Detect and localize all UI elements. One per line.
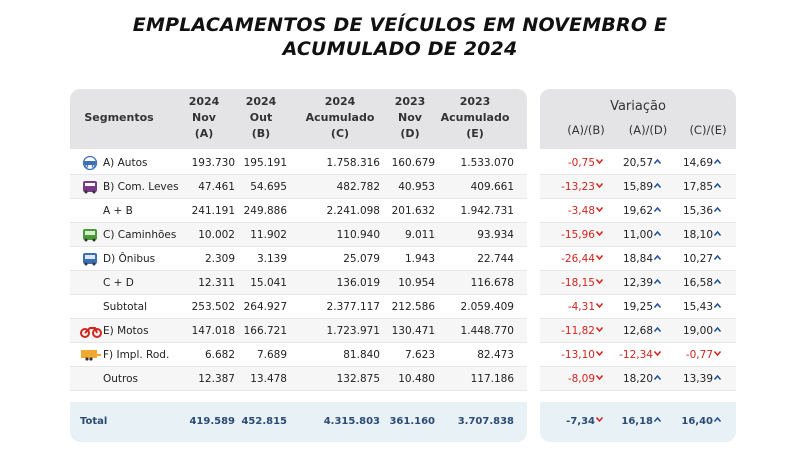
page-title-line-1: EMPLACAMENTOS DE VEÍCULOS EM NOVEMBRO E bbox=[132, 14, 668, 36]
variation-cell-arrow-down-icon bbox=[596, 178, 602, 183]
value-cell: 1.942.731 bbox=[460, 205, 514, 217]
variation-cell-arrow-up-icon bbox=[714, 226, 720, 231]
value-cell: 81.840 bbox=[343, 349, 380, 361]
variation-header bbox=[540, 89, 736, 149]
variation-cell-value: -4,31 bbox=[567, 301, 595, 313]
variation-cell-arrow-down-icon bbox=[596, 202, 602, 207]
header-col-1-line-2: (B) bbox=[251, 127, 271, 140]
value-cell: 2.309 bbox=[204, 253, 235, 265]
total-variation-arrow-up-icon bbox=[714, 413, 720, 418]
value-cell: 132.875 bbox=[336, 373, 380, 385]
segment-label: C) Caminhões bbox=[103, 229, 177, 241]
value-cell: 482.782 bbox=[336, 181, 380, 193]
variation-cell-value: 18,84 bbox=[622, 253, 653, 265]
value-cell: 6.682 bbox=[204, 349, 235, 361]
total-variation-cell bbox=[672, 415, 720, 429]
variation-cell bbox=[554, 372, 602, 386]
variation-cell-arrow-down-icon bbox=[596, 346, 602, 351]
variation-cell-value: -13,23 bbox=[561, 181, 595, 193]
value-cell: 7.689 bbox=[256, 349, 287, 361]
variation-cell bbox=[612, 348, 660, 362]
row-separator bbox=[540, 390, 736, 391]
variation-cell bbox=[672, 348, 720, 362]
value-cell: 201.632 bbox=[391, 205, 435, 217]
segment-label: D) Ônibus bbox=[103, 253, 156, 265]
header-col-4-line-1: Acumulado bbox=[440, 111, 510, 124]
variation-cell bbox=[672, 300, 720, 314]
variation-cell bbox=[554, 156, 602, 170]
total-variation-value: 16,40 bbox=[681, 416, 713, 427]
variation-cell bbox=[612, 252, 660, 266]
value-cell: 10.480 bbox=[398, 373, 435, 385]
variation-cell-arrow-up-icon bbox=[714, 322, 720, 327]
total-value-cell: 361.160 bbox=[389, 416, 435, 427]
total-variation-value: -7,34 bbox=[566, 416, 595, 427]
variation-cell-arrow-up-icon bbox=[654, 178, 660, 183]
total-value-cell: 3.707.838 bbox=[457, 416, 514, 427]
variation-col-header-2: (C)/(E) bbox=[689, 123, 727, 137]
value-cell: 264.927 bbox=[243, 301, 287, 313]
value-cell: 25.079 bbox=[343, 253, 380, 265]
value-cell: 1.448.770 bbox=[460, 325, 514, 337]
variation-cell-value: -13,10 bbox=[561, 349, 595, 361]
variation-col-header-0: (A)/(B) bbox=[567, 123, 605, 137]
motorcycle-icon bbox=[80, 323, 100, 337]
variation-cell-arrow-up-icon bbox=[714, 370, 720, 375]
variation-cell bbox=[612, 372, 660, 386]
variation-cell-value: 12,68 bbox=[622, 325, 653, 337]
value-cell: 10.002 bbox=[198, 229, 235, 241]
variation-cell-value: 11,00 bbox=[622, 229, 653, 241]
variation-cell-value: 16,58 bbox=[682, 277, 713, 289]
segment-label: Subtotal bbox=[103, 301, 147, 313]
variation-cell-arrow-up-icon bbox=[714, 250, 720, 255]
variation-cell-value: -3,48 bbox=[567, 205, 595, 217]
variation-cell bbox=[612, 300, 660, 314]
variation-cell-value: -11,82 bbox=[561, 325, 595, 337]
variation-cell-arrow-up-icon bbox=[654, 274, 660, 279]
variation-cell bbox=[554, 228, 602, 242]
variation-cell bbox=[672, 204, 720, 218]
variation-cell-value: 13,39 bbox=[682, 373, 713, 385]
header-col-2-line-0: 2024 bbox=[324, 95, 356, 108]
variation-cell-value: 12,39 bbox=[622, 277, 653, 289]
variation-cell-value: -12,34 bbox=[619, 349, 653, 361]
value-cell: 1.723.971 bbox=[326, 325, 380, 337]
variation-cell bbox=[612, 180, 660, 194]
value-cell: 409.661 bbox=[470, 181, 514, 193]
variation-cell-value: -18,15 bbox=[561, 277, 595, 289]
variation-cell-value: 10,27 bbox=[682, 253, 713, 265]
trailer-icon bbox=[80, 347, 100, 361]
variation-cell-arrow-up-icon bbox=[654, 226, 660, 231]
header-col-2-line-1: Acumulado bbox=[305, 111, 375, 124]
variation-cell-value: 15,89 bbox=[622, 181, 653, 193]
variation-cell-arrow-up-icon bbox=[654, 370, 660, 375]
variation-cell bbox=[612, 324, 660, 338]
value-cell: 195.191 bbox=[243, 157, 287, 169]
value-cell: 116.678 bbox=[470, 277, 514, 289]
value-cell: 22.744 bbox=[477, 253, 514, 265]
header-col-0-line-2: (A) bbox=[194, 127, 214, 140]
variation-cell-arrow-down-icon bbox=[596, 154, 602, 159]
value-cell: 160.679 bbox=[391, 157, 435, 169]
value-cell: 15.041 bbox=[250, 277, 287, 289]
variation-cell bbox=[554, 252, 602, 266]
segment-label: Outros bbox=[103, 373, 139, 385]
value-cell: 117.186 bbox=[470, 373, 514, 385]
total-variation-arrow-down-icon bbox=[596, 413, 602, 418]
variation-cell-arrow-down-icon bbox=[596, 322, 602, 327]
value-cell: 110.940 bbox=[336, 229, 380, 241]
variation-cell bbox=[612, 204, 660, 218]
value-cell: 130.471 bbox=[391, 325, 435, 337]
value-cell: 3.139 bbox=[256, 253, 287, 265]
value-cell: 193.730 bbox=[191, 157, 235, 169]
header-col-3-line-2: (D) bbox=[400, 127, 420, 140]
variation-cell-value: -8,09 bbox=[567, 373, 595, 385]
value-cell: 54.695 bbox=[250, 181, 287, 193]
value-cell: 12.311 bbox=[198, 277, 235, 289]
variation-cell-value: 14,69 bbox=[682, 157, 713, 169]
variation-cell-arrow-down-icon bbox=[714, 346, 720, 351]
value-cell: 47.461 bbox=[198, 181, 235, 193]
value-cell: 1.943 bbox=[404, 253, 435, 265]
variation-cell-value: 15,43 bbox=[682, 301, 713, 313]
variation-cell-arrow-up-icon bbox=[714, 154, 720, 159]
value-cell: 2.059.409 bbox=[460, 301, 514, 313]
variation-cell-value: -26,44 bbox=[561, 253, 595, 265]
variation-panel bbox=[540, 89, 736, 442]
total-variation-value: 16,18 bbox=[621, 416, 653, 427]
variation-cell-value: 18,20 bbox=[622, 373, 653, 385]
value-cell: 212.586 bbox=[391, 301, 435, 313]
value-cell: 241.191 bbox=[191, 205, 235, 217]
van-icon bbox=[80, 179, 100, 193]
variation-cell-arrow-up-icon bbox=[654, 298, 660, 303]
variation-cell bbox=[612, 276, 660, 290]
page-title-line-2: ACUMULADO DE 2024 bbox=[282, 38, 518, 60]
segment-label: C + D bbox=[103, 277, 134, 289]
variation-cell-value: 19,00 bbox=[682, 325, 713, 337]
variation-cell bbox=[612, 228, 660, 242]
variation-cell-arrow-up-icon bbox=[654, 154, 660, 159]
variation-cell bbox=[672, 324, 720, 338]
header-col-4-line-0: 2023 bbox=[459, 95, 491, 108]
total-variation-cell bbox=[612, 415, 660, 429]
value-cell: 1.533.070 bbox=[460, 157, 514, 169]
header-col-3-line-1: Nov bbox=[398, 111, 422, 124]
segment-label: B) Com. Leves bbox=[103, 181, 179, 193]
variation-cell-value: -0,77 bbox=[685, 349, 713, 361]
variation-cell-arrow-up-icon bbox=[654, 202, 660, 207]
variation-cell bbox=[672, 228, 720, 242]
value-cell: 40.953 bbox=[398, 181, 435, 193]
value-cell: 147.018 bbox=[191, 325, 235, 337]
variation-col-header-1: (A)/(D) bbox=[628, 123, 668, 137]
variation-cell-arrow-down-icon bbox=[596, 274, 602, 279]
variation-cell bbox=[554, 348, 602, 362]
total-variation-arrow-up-icon bbox=[654, 413, 660, 418]
variation-cell bbox=[612, 156, 660, 170]
variation-cell-value: 20,57 bbox=[622, 157, 653, 169]
value-cell: 13.478 bbox=[250, 373, 287, 385]
variation-cell bbox=[554, 324, 602, 338]
variation-cell bbox=[672, 372, 720, 386]
variation-cell bbox=[672, 252, 720, 266]
segment-label: E) Motos bbox=[103, 325, 149, 337]
value-cell: 7.623 bbox=[404, 349, 435, 361]
variation-cell-arrow-up-icon bbox=[714, 274, 720, 279]
main-table-panel bbox=[70, 89, 527, 442]
total-value-cell: 4.315.803 bbox=[323, 416, 380, 427]
variation-cell-value: 18,10 bbox=[682, 229, 713, 241]
variation-cell-arrow-down-icon bbox=[654, 346, 660, 351]
variation-cell-arrow-down-icon bbox=[596, 250, 602, 255]
variation-cell-value: 17,85 bbox=[682, 181, 713, 193]
header-col-4-line-2: (E) bbox=[466, 127, 484, 140]
value-cell: 136.019 bbox=[336, 277, 380, 289]
header-col-0-line-0: 2024 bbox=[188, 95, 220, 108]
segment-label: A + B bbox=[103, 205, 133, 217]
variation-cell bbox=[672, 276, 720, 290]
variation-cell bbox=[554, 204, 602, 218]
value-cell: 166.721 bbox=[243, 325, 287, 337]
variation-cell bbox=[672, 156, 720, 170]
segment-label: A) Autos bbox=[103, 157, 148, 169]
total-value-cell: 419.589 bbox=[189, 416, 235, 427]
variation-cell-value: 15,36 bbox=[682, 205, 713, 217]
variation-cell-value: 19,25 bbox=[622, 301, 653, 313]
row-separator bbox=[70, 390, 527, 391]
variation-cell bbox=[554, 300, 602, 314]
variation-cell-arrow-up-icon bbox=[714, 202, 720, 207]
value-cell: 93.934 bbox=[477, 229, 514, 241]
value-cell: 12.387 bbox=[198, 373, 235, 385]
bus-icon bbox=[80, 251, 100, 265]
value-cell: 2.377.117 bbox=[326, 301, 380, 313]
variation-cell bbox=[554, 180, 602, 194]
car-icon bbox=[80, 155, 100, 169]
variation-title: Variação bbox=[610, 99, 666, 114]
variation-cell-value: -15,96 bbox=[561, 229, 595, 241]
variation-cell-arrow-down-icon bbox=[596, 298, 602, 303]
variation-cell-arrow-up-icon bbox=[654, 322, 660, 327]
value-cell: 9.011 bbox=[404, 229, 435, 241]
value-cell: 10.954 bbox=[398, 277, 435, 289]
variation-cell-arrow-down-icon bbox=[596, 370, 602, 375]
header-segmentos: Segmentos bbox=[84, 111, 154, 124]
value-cell: 82.473 bbox=[477, 349, 514, 361]
total-value-cell: 452.815 bbox=[241, 416, 287, 427]
variation-cell-value: -0,75 bbox=[567, 157, 595, 169]
value-cell: 249.886 bbox=[243, 205, 287, 217]
header-col-2-line-2: (C) bbox=[330, 127, 350, 140]
total-label: Total bbox=[80, 416, 108, 427]
segment-label: F) Impl. Rod. bbox=[103, 349, 170, 361]
value-cell: 2.241.098 bbox=[326, 205, 380, 217]
value-cell: 11.902 bbox=[250, 229, 287, 241]
variation-cell-arrow-up-icon bbox=[654, 250, 660, 255]
variation-cell-arrow-up-icon bbox=[714, 298, 720, 303]
variation-cell bbox=[554, 276, 602, 290]
truck-icon bbox=[80, 227, 100, 241]
header-col-1-line-0: 2024 bbox=[245, 95, 277, 108]
header-col-0-line-1: Nov bbox=[192, 111, 216, 124]
header-col-1-line-1: Out bbox=[249, 111, 273, 124]
value-cell: 1.758.316 bbox=[326, 157, 380, 169]
value-cell: 253.502 bbox=[191, 301, 235, 313]
variation-cell-arrow-up-icon bbox=[714, 178, 720, 183]
variation-cell bbox=[672, 180, 720, 194]
variation-cell-arrow-down-icon bbox=[596, 226, 602, 231]
total-variation-cell bbox=[554, 415, 602, 429]
header-col-3-line-0: 2023 bbox=[394, 95, 426, 108]
variation-cell-value: 19,62 bbox=[622, 205, 653, 217]
